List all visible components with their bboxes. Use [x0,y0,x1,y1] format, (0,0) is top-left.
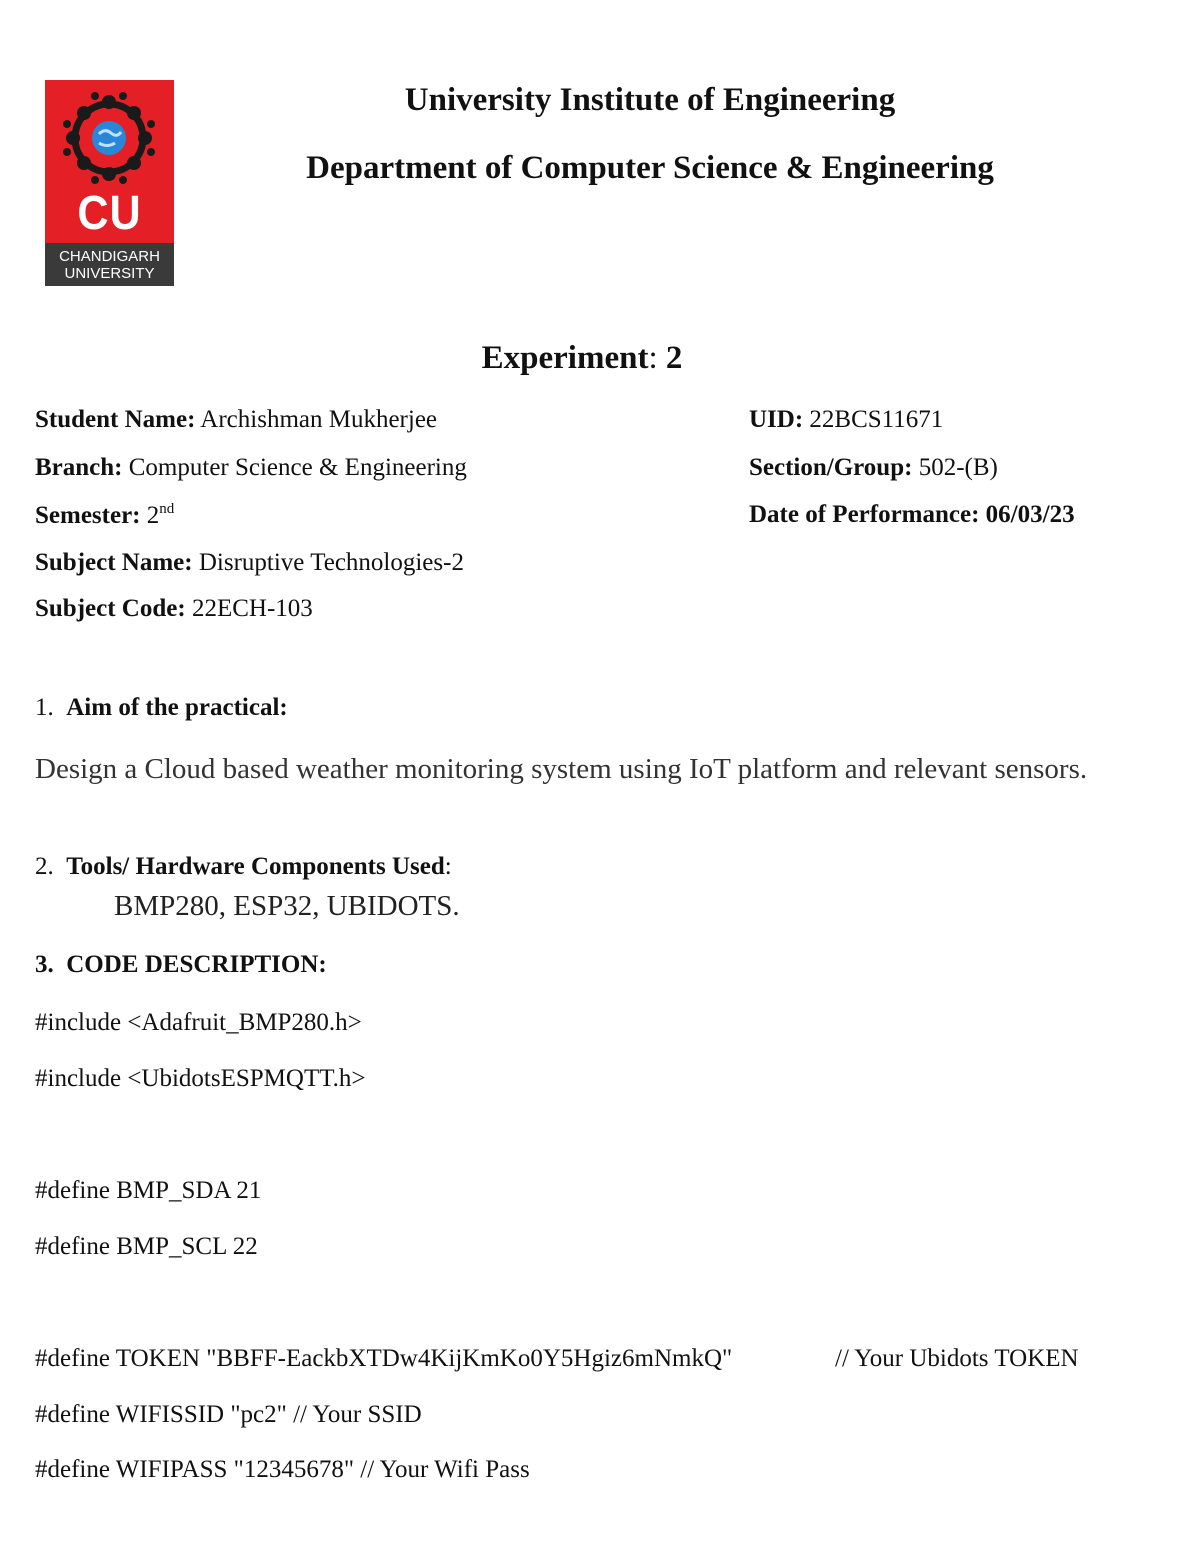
code-line-include-bmp: #include <Adafruit_BMP280.h> [35,1009,362,1036]
code-line-define-scl: #define BMP_SCL 22 [35,1233,258,1260]
institute-title: University Institute of Engineering [404,82,896,118]
logo-line-2: UNIVERSITY [64,265,155,282]
tools-heading [35,853,452,881]
logo-line-1: CHANDIGARH [59,248,160,265]
subject-name-label: Subject Name: [35,549,193,576]
semester-suffix: nd [159,501,175,517]
tools-colon: : [444,853,452,880]
student-name-label: Student Name: [35,406,196,433]
student-name-field [35,406,437,434]
uid-value: 22BCS11671 [803,406,944,433]
semester-label: Semester: [35,502,141,529]
code-comment-token: // Your Ubidots TOKEN [835,1345,1079,1372]
uid-field [749,406,943,434]
date-field [749,501,1075,529]
code-line-define-pass: #define WIFIPASS "12345678" // Your Wifi Pass [35,1456,530,1483]
section-field [749,454,998,482]
date-label: Date of Performance: 06/03/23 [749,501,1075,528]
semester-field [35,501,174,530]
subject-code-label: Subject Code: [35,595,186,622]
branch-value: Computer Science & Engineering [122,454,467,481]
code-line-define-token: #define TOKEN "BBFF-EackbXTDw4KijKmKo0Y5Hgiz6mNmkQ" [35,1345,733,1372]
aim-text: Design a Cloud based weather monitoring system using IoT platform and relevant sensors. [35,753,1088,785]
section-label: Section/Group: [749,454,913,481]
subject-name-field [35,549,464,577]
experiment-label: Experiment [481,340,649,376]
experiment-heading [0,340,1164,377]
logo-university-name [45,243,174,286]
section-value: 502-(B) [912,454,998,481]
subject-code-field [35,595,313,623]
department-title: Department of Computer Science & Engineering [306,150,994,186]
tools-title: Tools/ Hardware Components Used [66,853,445,880]
code-title: CODE DESCRIPTION: [66,951,327,978]
code-number: 3. [35,951,54,978]
subject-code-value: 22ECH-103 [185,595,313,622]
uid-label: UID: [749,406,804,433]
tools-list: BMP280, ESP32, UBIDOTS. [114,890,460,922]
branch-label: Branch: [35,454,123,481]
aim-number: 1. [35,694,54,721]
code-heading [35,951,327,979]
student-name-value: Archishman Mukherjee [195,406,438,433]
code-line-define-ssid: #define WIFISSID "pc2" // Your SSID [35,1401,422,1428]
semester-value: 2 [140,502,160,529]
tools-number: 2. [35,853,54,880]
code-line-define-sda: #define BMP_SDA 21 [35,1177,262,1204]
experiment-separator: : [648,340,666,376]
aim-heading [35,694,288,722]
logo-letters: CU [77,187,142,240]
experiment-number: 2 [665,340,683,376]
subject-name-value: Disruptive Technologies-2 [192,549,464,576]
code-line-include-ubidots: #include <UbidotsESPMQTT.h> [35,1065,366,1092]
aim-title: Aim of the practical: [66,694,288,721]
branch-field [35,454,467,482]
